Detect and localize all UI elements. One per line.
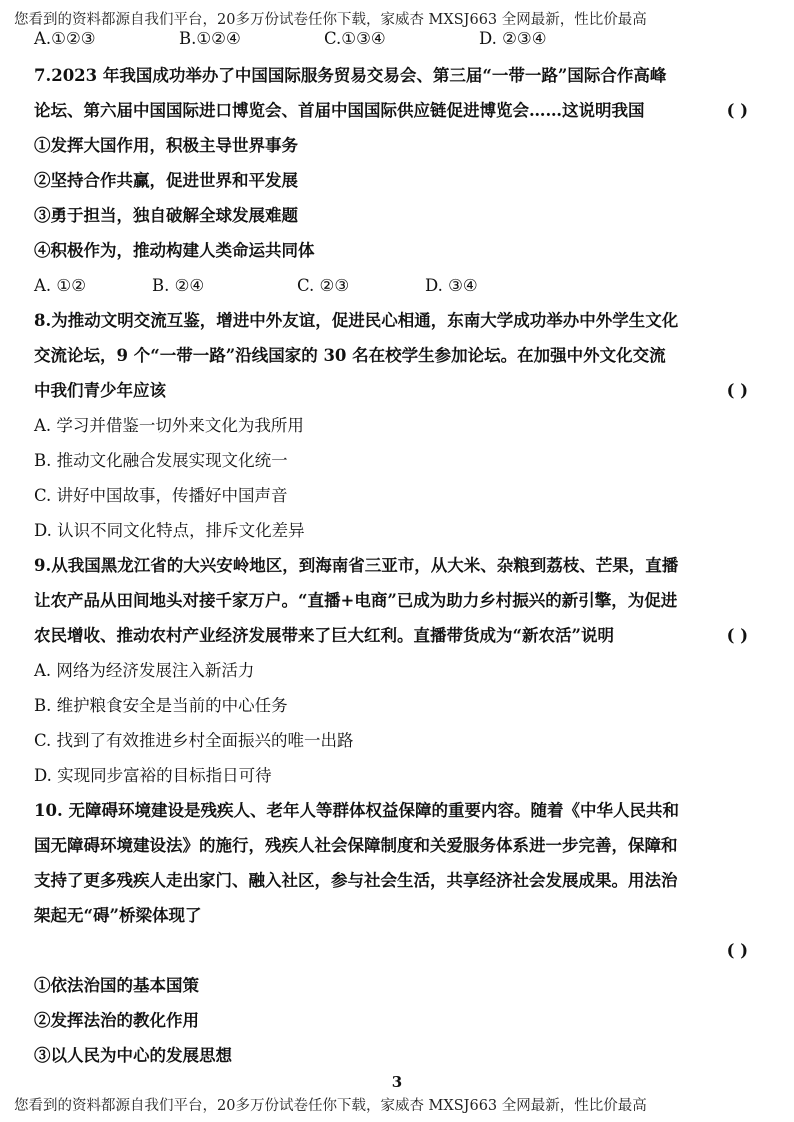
- exam-content: [34, 29, 760, 1073]
- q8-stem-line-1: 8.为推动文明交流互鉴，增进中外友谊，促进民心相通，东南大学成功举办中外学生文化: [34, 311, 679, 330]
- q9-stem-line-2: 让农产品从田间地头对接千家万户。“直播+电商”已成为助力乡村振兴的新引擎，为促进: [34, 591, 678, 610]
- q7-stem-text: 论坛、第六届中国国际进口博览会、首届中国国际供应链促进博览会……这说明我国: [34, 101, 645, 120]
- q9-option-c: C. 找到了有效推进乡村全面振兴的唯一出路: [34, 731, 354, 750]
- q9-stem-line-1: 9.从我国黑龙江省的大兴安岭地区，到海南省三亚市，从大米、杂粮到荔枝、芒果，直播: [34, 556, 679, 575]
- q7-options: [34, 268, 760, 303]
- q9-option-a: A. 网络为经济发展注入新活力: [34, 661, 255, 680]
- q8-stem-line-3: [34, 373, 760, 408]
- q8-option-a: A. 学习并借鉴一切外来文化为我所用: [34, 416, 304, 435]
- q10-statement-2: ②发挥法治的教化作用: [34, 1011, 199, 1030]
- q10-stem-line-1: 10. 无障碍环境建设是残疾人、老年人等群体权益保障的重要内容。随着《中华人民共和: [34, 801, 679, 820]
- watermark-bottom: 您看到的资料都源自我们平台，20多万份试卷任你下载，家威杏 MXSJ663 全网最新，性比价最高: [14, 1098, 647, 1114]
- q8-option-c: C. 讲好中国故事，传播好中国声音: [34, 486, 288, 505]
- page-number: 3: [391, 1073, 403, 1091]
- q8-stem-text: 中我们青少年应该: [34, 381, 166, 400]
- q7-option-a: A. ①②: [34, 276, 86, 295]
- q7-statement-3: ③勇于担当，独自破解全球发展难题: [34, 206, 298, 225]
- q7-statement-4: ④积极作为，推动构建人类命运共同体: [34, 241, 315, 260]
- q10-statement-3: ③以人民为中心的发展思想: [34, 1046, 232, 1065]
- q10-statement-1: ①依法治国的基本国策: [34, 976, 199, 995]
- q6-option-a: A.①②③: [34, 29, 96, 48]
- watermark-top: 您看到的资料都源自我们平台，20多万份试卷任你下载，家威杏 MXSJ663 全网最新，性比价最高: [14, 12, 647, 28]
- q9-stem-text: 农民增收、推动农村产业经济发展带来了巨大红利。直播带货成为“新农活”说明: [34, 626, 614, 645]
- q10-stem-line-4: [34, 898, 760, 933]
- q6-option-b: B.①②④: [179, 29, 241, 48]
- q10-answer-blank: ( ): [726, 941, 748, 960]
- q10-stem-line-2: 国无障碍环境建设法》的施行，残疾人社会保障制度和关爱服务体系进一步完善，保障和: [34, 836, 678, 855]
- q7-option-b: B. ②④: [152, 276, 205, 295]
- q8-answer-blank: ( ): [726, 381, 748, 400]
- q6-option-d: D. ②③④: [479, 29, 547, 48]
- q9-option-b: B. 维护粮食安全是当前的中心任务: [34, 696, 288, 715]
- q8-option-d: D. 认识不同文化特点，排斥文化差异: [34, 521, 305, 540]
- q8-option-b: B. 推动文化融合发展实现文化统一: [34, 451, 288, 470]
- q7-statement-1: ①发挥大国作用，积极主导世界事务: [34, 136, 298, 155]
- q10-stem-line-3: 支持了更多残疾人走出家门、融入社区，参与社会生活，共享经济社会发展成果。用法治: [34, 871, 678, 890]
- q10-stem-text: 架起无“碍”桥梁体现了: [34, 906, 202, 925]
- q7-statement-2: ②坚持合作共赢，促进世界和平发展: [34, 171, 298, 190]
- q6-options: [34, 21, 760, 56]
- q9-stem-line-3: [34, 618, 760, 653]
- q9-answer-blank: ( ): [726, 626, 748, 645]
- q9-option-d: D. 实现同步富裕的目标指日可待: [34, 766, 272, 785]
- q7-stem-line-1: 7.2023 年我国成功举办了中国国际服务贸易交易会、第三届“一带一路”国际合作高峰: [34, 66, 667, 85]
- q10-answer-line: [34, 933, 760, 968]
- q6-option-c: C.①③④: [324, 29, 386, 48]
- q8-stem-line-2: 交流论坛，9 个“一带一路”沿线国家的 30 名在校学生参加论坛。在加强中外文化交流: [34, 346, 666, 365]
- q7-option-d: D. ③④: [425, 276, 478, 295]
- q7-stem-line-2: [34, 93, 760, 128]
- q7-option-c: C. ②③: [297, 276, 350, 295]
- q7-answer-blank: ( ): [726, 101, 748, 120]
